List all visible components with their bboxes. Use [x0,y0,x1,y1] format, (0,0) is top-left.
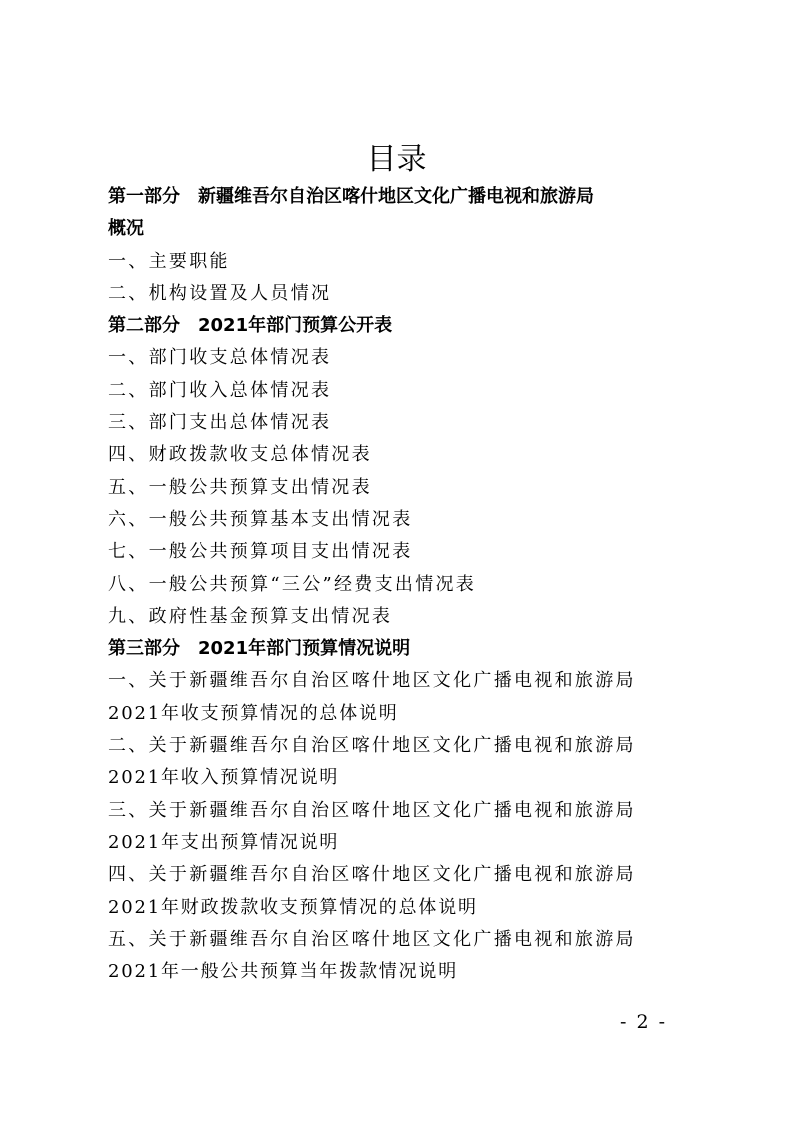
toc-item: 四、关于新疆维吾尔自治区喀什地区文化广播电视和旅游局 [108,864,636,886]
toc-item: 五、一般公共预算支出情况表 [108,476,372,498]
toc-item: 九、政府性基金预算支出情况表 [108,605,393,627]
page-title: 目录 [366,142,427,177]
toc-part-heading: 第二部分 2021年部门预算公开表 [108,315,393,337]
toc-item-continued: 2021年收入预算情况说明 [108,767,340,789]
toc-item: 二、关于新疆维吾尔自治区喀什地区文化广播电视和旅游局 [108,735,636,757]
toc-item: 四、财政拨款收支总体情况表 [108,444,372,466]
toc-item-continued: 2021年一般公共预算当年拨款情况说明 [108,961,459,983]
page-number: - 2 - [620,1011,668,1033]
toc-part-heading: 第一部分 新疆维吾尔自治区喀什地区文化广播电视和旅游局 [108,186,594,207]
toc-item: 七、一般公共预算项目支出情况表 [108,541,413,563]
toc-item-continued: 2021年支出预算情况说明 [108,831,340,853]
toc-item: 八、一般公共预算“三公”经费支出情况表 [108,573,477,595]
toc-part-heading: 第三部分 2021年部门预算情况说明 [108,638,411,660]
toc-part-heading-continued: 概况 [108,218,144,240]
toc-item-continued: 2021年财政拨款收支预算情况的总体说明 [108,896,478,918]
toc-item: 一、主要职能 [108,250,230,272]
toc-item: 一、部门收支总体情况表 [108,347,332,369]
toc-item: 六、一般公共预算基本支出情况表 [108,508,413,530]
toc-item: 三、关于新疆维吾尔自治区喀什地区文化广播电视和旅游局 [108,799,636,821]
toc-item-continued: 2021年收支预算情况的总体说明 [108,702,399,724]
toc-item: 五、关于新疆维吾尔自治区喀什地区文化广播电视和旅游局 [108,928,636,950]
toc-item: 二、机构设置及人员情况 [108,282,332,304]
table-of-contents [108,181,708,988]
toc-item: 一、关于新疆维吾尔自治区喀什地区文化广播电视和旅游局 [108,670,636,692]
toc-item: 三、部门支出总体情况表 [108,412,332,434]
toc-item: 二、部门收入总体情况表 [108,379,332,401]
